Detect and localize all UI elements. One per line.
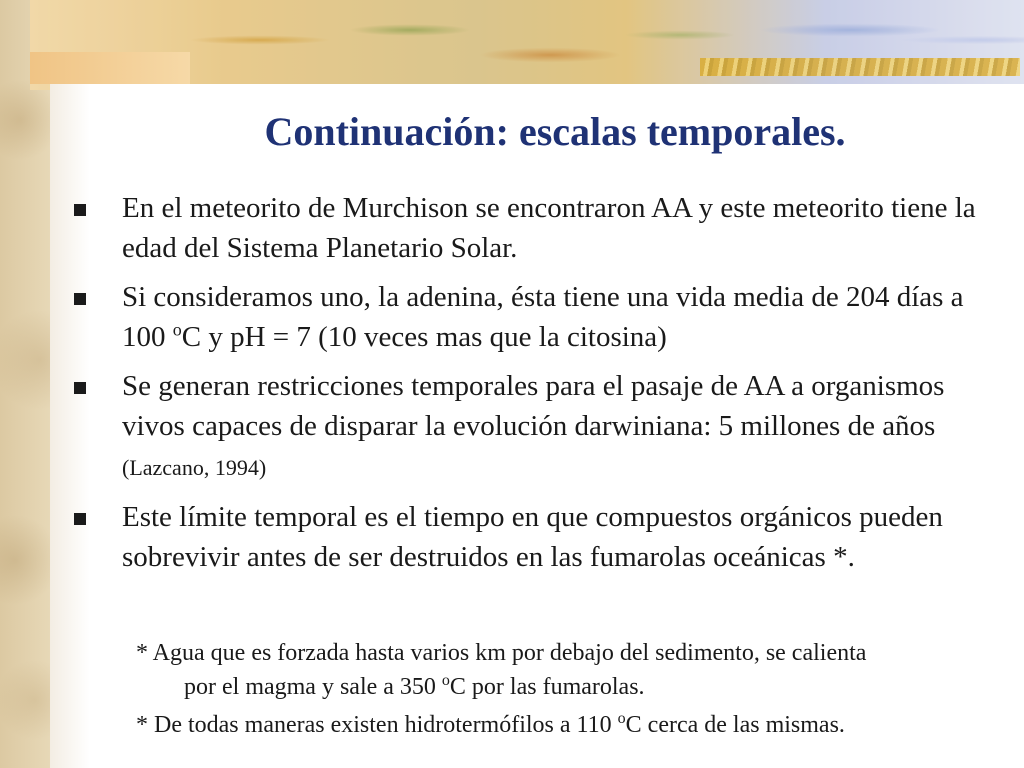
decorative-gold-band	[700, 58, 1020, 76]
bullet-text-cont: C y pH = 7 (10 veces mas que la citosina)	[181, 321, 667, 353]
footnote-hidrotermofilos	[136, 708, 1016, 742]
bullet-text: Este límite temporal es el tiempo en que compuestos orgánicos pueden sobrevivir antes de ser destruidos en las fumarolas oceánicas *.	[122, 501, 943, 573]
footnote-text: C cerca de las mismas.	[625, 712, 845, 738]
footnote-text: C por las fumarolas.	[449, 674, 645, 700]
footnote-agua	[136, 636, 1016, 704]
degree-superscript: o	[617, 710, 626, 727]
square-bullet-icon	[74, 204, 86, 216]
footnote-text: por el magma y sale a 350	[184, 674, 442, 700]
bullet-item-adenina	[72, 277, 1012, 357]
footnote-text: * De todas maneras existen hidrotermófilos a 110	[136, 712, 618, 738]
bullet-item-limite	[72, 497, 1012, 577]
bullet-text: En el meteorito de Murchison se encontraron AA y este meteorito tiene la edad del Sistema Planetario Solar.	[122, 192, 976, 264]
footnotes	[136, 636, 1016, 742]
footnote-line: * Agua que es forzada hasta varios km por debajo del sedimento, se calienta	[136, 640, 867, 666]
footnote-line-cont	[136, 670, 1016, 704]
bullet-text: Se generan restricciones temporales para el pasaje de AA a organismos vivos capaces de disparar la evolución darwiniana: 5 millones de años	[122, 370, 945, 442]
bullet-item-murchison	[72, 188, 1012, 268]
bullet-list	[72, 188, 1012, 586]
bullet-item-restricciones	[72, 366, 1012, 488]
decorative-header-strip	[30, 52, 190, 84]
degree-superscript: o	[441, 672, 450, 689]
square-bullet-icon	[74, 513, 86, 525]
slide-title: Continuación: escalas temporales.	[264, 109, 846, 154]
square-bullet-icon	[74, 293, 86, 305]
square-bullet-icon	[74, 382, 86, 394]
degree-superscript: o	[172, 319, 182, 340]
citation: (Lazcano, 1994)	[122, 455, 267, 480]
bullet-text: Si consideramos uno, la adenina, ésta tiene una vida media de 204 días a 100	[122, 281, 964, 353]
